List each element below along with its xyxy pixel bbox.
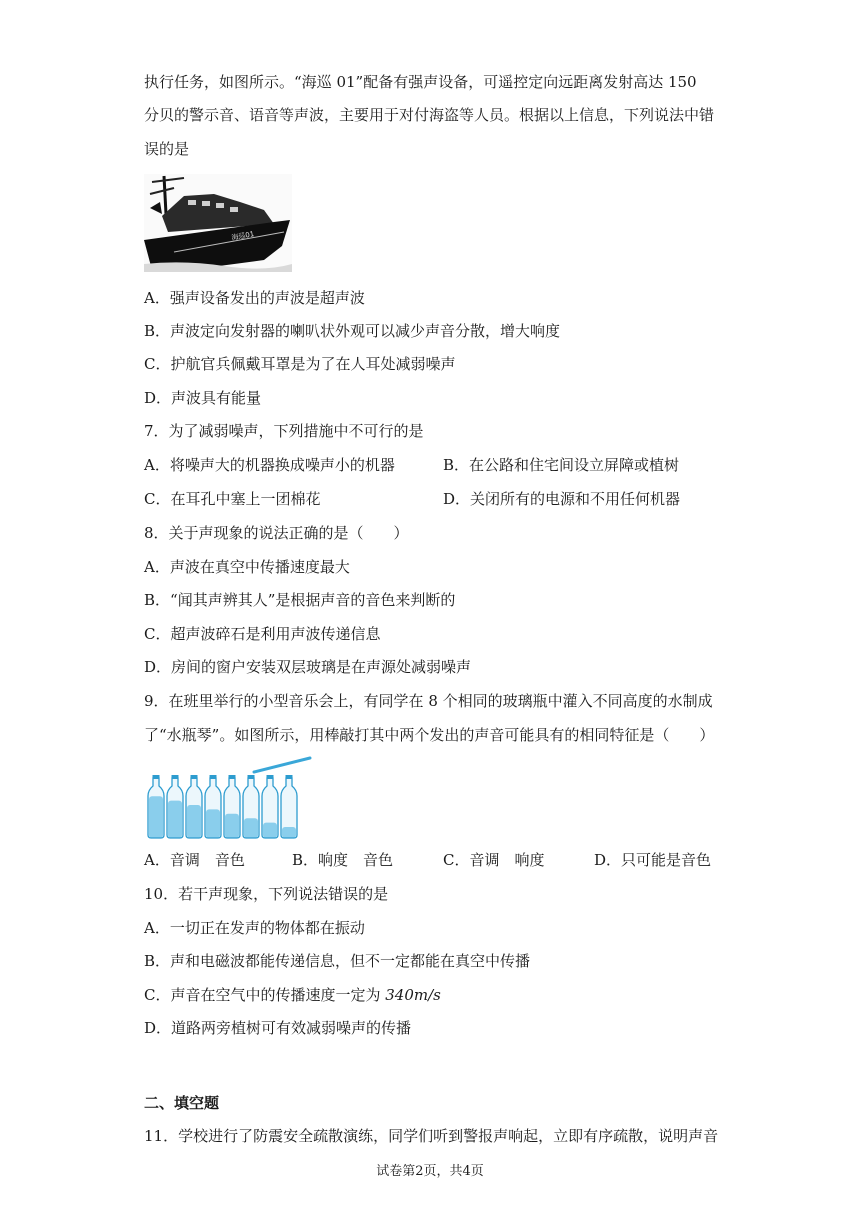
bottle-outline — [148, 778, 164, 838]
bottle-outline — [224, 778, 240, 838]
q9-stem-line-1: 9．在班里举行的小型音乐会上，有同学在 8 个相同的玻璃瓶中灌入不同高度的水制成 — [144, 692, 713, 710]
bottle — [167, 775, 183, 838]
bottle-cap — [267, 775, 274, 779]
bottle — [243, 775, 259, 838]
q6-option-b: B．声波定向发射器的喇叭状外观可以减少声音分散，增大响度 — [144, 322, 561, 340]
bottle-cap — [248, 775, 255, 779]
bottle-outline — [167, 778, 183, 838]
bottle-outline — [186, 778, 202, 838]
bottle-cap — [286, 775, 293, 779]
q6-option-d: D．声波具有能量 — [144, 389, 262, 407]
q9-option-c: C．音调 响度 — [443, 851, 545, 869]
q7-option-a: A．将噪声大的机器换成噪声小的机器 — [144, 456, 395, 474]
q10-option-a: A．一切正在发声的物体都在振动 — [144, 919, 365, 937]
bottle-cap — [210, 775, 217, 779]
q10-option-c-speed: 340m/s — [385, 986, 441, 1004]
q6-option-c: C．护航官兵佩戴耳罩是为了在人耳处减弱噪声 — [144, 355, 456, 373]
q9-option-a: A．音调 音色 — [144, 851, 245, 869]
bottle-cap — [172, 775, 179, 779]
q10-option-c-text: C．声音在空气中的传播速度一定为 — [144, 986, 386, 1004]
q10-option-d: D．道路两旁植树可有效减弱噪声的传播 — [144, 1019, 412, 1037]
q9-stem-line-2: 了“水瓶琴”。如图所示，用棒敲打其中两个发出的声音可能具有的相同特征是（ ） — [144, 726, 715, 744]
q11-stem: 11．学校进行了防震安全疏散演练，同学们听到警报声响起，立即有序疏散，说明声音 — [144, 1127, 719, 1145]
intro-line-2: 分贝的警示音、语音等声波，主要用于对付海盗等人员。根据以上信息，下列说法中错 — [144, 106, 715, 124]
bottle-cap — [229, 775, 236, 779]
bottle — [262, 775, 278, 838]
q9-option-d: D．只可能是音色 — [594, 851, 712, 869]
q8-option-b: B．“闻其声辨其人”是根据声音的音色来判断的 — [144, 591, 456, 609]
q7-stem: 7．为了减弱噪声，下列措施中不可行的是 — [144, 422, 424, 440]
bottle — [186, 775, 202, 838]
bottle — [205, 775, 221, 838]
striking-stick — [254, 758, 310, 772]
section-title: 二、填空题 — [144, 1094, 220, 1112]
q7-option-b: B．在公路和住宅间设立屏障或植树 — [443, 456, 680, 474]
q10-option-b: B．声和电磁波都能传递信息，但不一定都能在真空中传播 — [144, 952, 531, 970]
intro-line-3: 误的是 — [144, 140, 190, 158]
q8-option-d: D．房间的窗户安装双层玻璃是在声源处减弱噪声 — [144, 658, 472, 676]
q10-option-c — [144, 985, 441, 1005]
bottle-outline — [243, 778, 259, 838]
bottle — [281, 775, 297, 838]
intro-line-1: 执行任务，如图所示。“海巡 01”配备有强声设备，可遥控定向远距离发射高达 150 — [144, 73, 697, 91]
bottle-cap — [153, 775, 160, 779]
water-bottles-figure — [144, 756, 314, 840]
q7-option-d: D．关闭所有的电源和不用任何机器 — [443, 490, 681, 508]
q10-stem: 10．若干声现象，下列说法错误的是 — [144, 885, 389, 903]
ship-hull-label: 海巡01 — [230, 230, 255, 242]
q8-option-a: A．声波在真空中传播速度最大 — [144, 558, 350, 576]
q8-option-c: C．超声波碎石是利用声波传递信息 — [144, 625, 381, 643]
q6-option-a: A．强声设备发出的声波是超声波 — [144, 289, 365, 307]
bottle-cap — [191, 775, 198, 779]
bottle-outline — [205, 778, 221, 838]
ship-figure — [144, 174, 292, 272]
q9-option-b: B．响度 音色 — [292, 851, 394, 869]
q7-option-c: C．在耳孔中塞上一团棉花 — [144, 490, 321, 508]
page-footer: 试卷第2页，共4页 — [376, 1164, 484, 1179]
bottle-outline — [281, 778, 297, 838]
bottle-outline — [262, 778, 278, 838]
q8-stem: 8．关于声现象的说法正确的是（ ） — [144, 524, 409, 542]
bottle — [148, 775, 164, 838]
bottle — [224, 775, 240, 838]
